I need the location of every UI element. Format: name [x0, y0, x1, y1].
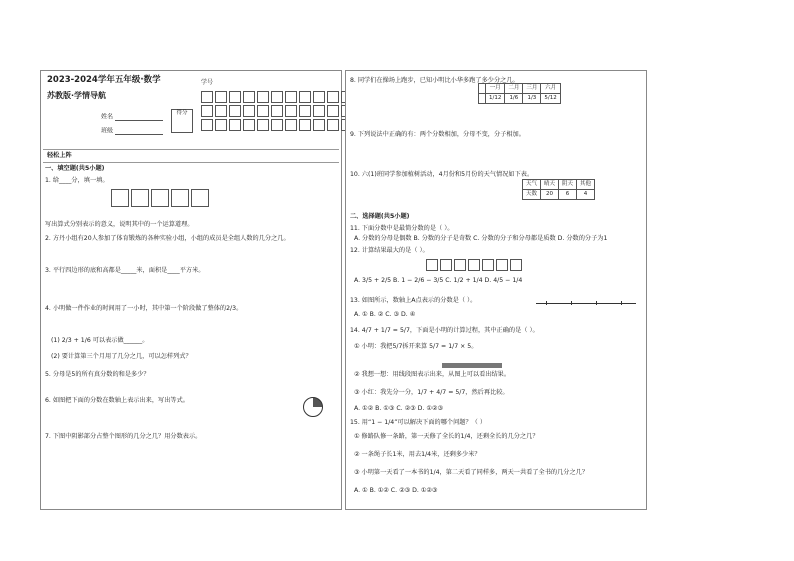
table-cell: 1/6	[505, 93, 523, 103]
question-15-options: A. ① B. ①② C. ②③ D. ①②③	[354, 487, 438, 494]
score-label: 得分	[176, 110, 188, 116]
question-9: 9. 下列说法中正确的有：两个分数相加，分母不变，分子相加。	[350, 131, 525, 138]
student-id-grid-2[interactable]	[201, 105, 353, 117]
table-cell: 6	[559, 189, 577, 199]
table-header: 阴天	[559, 180, 577, 190]
student-id-grid[interactable]	[201, 91, 353, 103]
question-12: 12. 计算结果最大的是（ ）。	[350, 247, 429, 254]
question-1: 1. 给____分，填一填。	[45, 177, 109, 184]
question-15: 15. 用“1 − 1/4”可以解决下面的哪个问题？（ ）	[350, 419, 487, 426]
question-14-item-1: ① 小明：我把5/7拆开来算 5/7 = 1/7 × 5。	[354, 343, 478, 350]
page-subtitle: 苏教版·学情导航	[47, 91, 107, 100]
number-line-tick	[571, 301, 572, 305]
left-page	[40, 70, 342, 510]
question-14-options: A. ①② B. ①③ C. ②③ D. ①②③	[354, 405, 444, 412]
question-4: 4. 小明做一件作业的时间用了一小时，其中第一个阶段做了整体的2/3。	[45, 305, 243, 312]
question-7: 7. 下图中阴影部分占整个图形的几分之几？用分数表示。	[45, 433, 202, 440]
question-14-item-3: ③ 小红：我先分一分，1/7 + 4/7 = 5/7，然后再比较。	[354, 389, 509, 396]
question-2: 2. 方丹小组有20人参加了体育锻炼的各种实验小组，小组的成员是全组人数的几分之几。	[45, 235, 290, 242]
question-4-part-2: (2) 要计算第三个月用了几分之几，可以怎样列式？	[51, 353, 192, 360]
student-id-label: 学号	[201, 79, 214, 86]
question-4-part-1: (1) 2/3 + 1/6 可以表示做______。	[51, 337, 149, 344]
table-header: 其他	[577, 180, 595, 190]
table-header: 一月	[486, 84, 505, 94]
question-11: 11. 下面分数中是最简分数的是（ ）。	[350, 225, 454, 232]
number-line-tick	[596, 301, 597, 305]
score-box[interactable]	[171, 109, 193, 133]
question-15-item-1: ① 修路队修一条路，第一天修了全长的1/4，还剩全长的几分之几？	[354, 433, 539, 440]
question-12-diagram	[426, 259, 522, 271]
fraction-diagrams	[111, 189, 209, 207]
name-field[interactable]	[101, 113, 163, 121]
table-header: 晴天	[541, 180, 559, 190]
table-cell: 1/3	[523, 93, 541, 103]
question-10: 10. 六(1)班同学参加植树活动，4月份和5月份的天气情况如下表。	[350, 171, 534, 178]
question-5: 5. 分母是5的所有真分数的和是多少？	[45, 371, 150, 378]
table-header: 三月	[523, 84, 541, 94]
table-cell: 20	[541, 189, 559, 199]
class-field[interactable]	[101, 127, 163, 135]
question-14: 14. 4/7 + 1/7 = 5/7，下面是小明的计算过程，其中正确的是（ ）。	[350, 327, 539, 334]
question-6: 6. 如图把下面的分数在数轴上表示出来，写出等式。	[45, 397, 189, 404]
table-header: 天气	[523, 180, 541, 190]
table-cell: 天数	[523, 189, 541, 199]
question-8: 8. 同学们在操场上跑步，已知小明比小华多跑了多少分之几。	[350, 77, 519, 84]
section-2-title: 二、选择题(共5小题)	[350, 213, 410, 220]
pie-diagram	[303, 397, 323, 417]
question-1-note: 写出算式分别表示的意义，说明其中的一个运算道理。	[45, 221, 194, 228]
question-15-item-3: ③ 小明第一天看了一本书的1/4，第二天看了同样多，两天一共看了全书的几分之几？	[354, 469, 589, 476]
question-15-item-2: ② 一条绳子长1米，用去1/4米，还剩多少米？	[354, 451, 481, 458]
section-title: 轻松上阵	[47, 152, 72, 159]
table-cell: 5/12	[541, 93, 560, 103]
table-header: 六月	[541, 84, 560, 94]
months-table	[478, 83, 561, 104]
section-header	[43, 149, 339, 163]
page-title: 2023-2024学年五年级·数学	[47, 75, 161, 85]
question-14-item-2: ② 我想一想：用线段图表示出来，从图上可以看出结果。	[354, 371, 511, 378]
name-label: 姓名	[101, 113, 114, 121]
question-13: 13. 如图所示，数轴上A点表示的分数是（ ）。	[350, 297, 477, 304]
question-12-options: A. 3/5 + 2/5 B. 1 − 2/6 − 3/5 C. 1/2 + 1/4 D. 4/5 − 1/4	[354, 277, 523, 284]
student-id-grid-3[interactable]	[201, 119, 353, 131]
right-page	[345, 70, 647, 510]
table-cell: 1/12	[486, 93, 505, 103]
section-1-title: 一、填空题(共5小题)	[45, 165, 105, 172]
question-3: 3. 平行四边形的底和高都是_____米，面积是____平方米。	[45, 267, 205, 274]
question-13-options: A. ① B. ② C. ③ D. ④	[354, 311, 416, 318]
question-11-options: A. 分数的分母是偶数 B. 分数的分子是奇数 C. 分数的分子和分母都是质数 D. 分数的分子为1	[354, 235, 608, 242]
line-segment-diagram	[442, 363, 502, 368]
table-cell: 4	[577, 189, 595, 199]
table-header	[479, 84, 486, 94]
table-cell	[479, 93, 486, 103]
table-header: 二月	[505, 84, 523, 94]
number-line-tick	[621, 301, 622, 305]
class-label: 班级	[101, 127, 114, 135]
weather-table	[522, 179, 595, 200]
number-line-tick	[546, 301, 547, 305]
